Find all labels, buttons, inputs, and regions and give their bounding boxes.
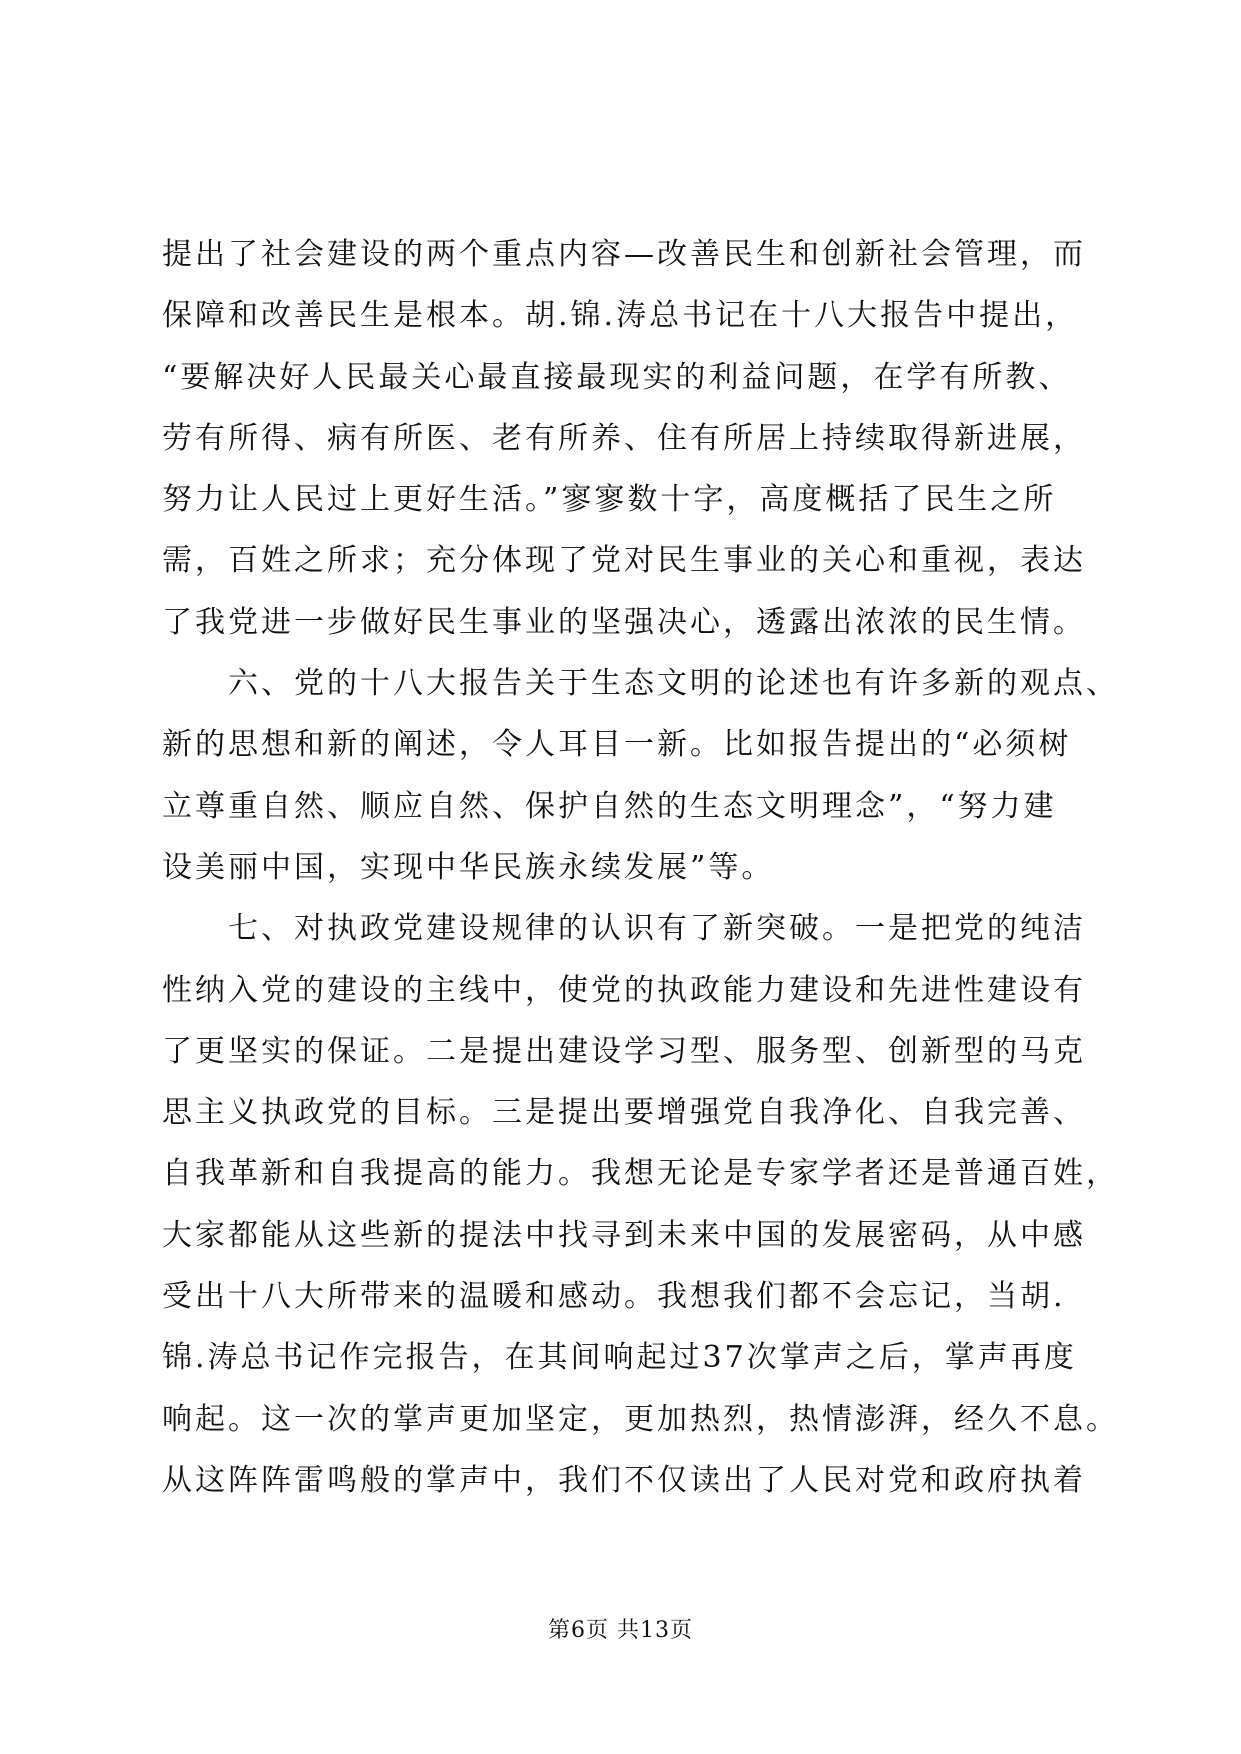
text-line: 思主义执政党的目标。三是提出要增强党自我净化、自我完善、 (162, 1095, 1086, 1131)
text-line: 了我党进一步做好民生事业的坚强决心，透露出浓浓的民生情。 (162, 604, 1086, 640)
text-line: 七、对执政党建设规律的认识有了新突破。一是把党的纯洁 (162, 911, 1086, 947)
text-line: 从这阵阵雷鸣般的掌声中，我们不仅读出了人民对党和政府执着 (162, 1462, 1086, 1498)
text-line: 响起。这一次的掌声更加坚定，更加热烈，热情澎湃，经久不息。 (162, 1401, 1119, 1437)
body-text (162, 224, 1119, 1511)
text-line: 需，百姓之所求；充分体现了党对民生事业的关心和重视，表达 (162, 543, 1086, 579)
text-line: “要解决好人民最关心最直接最现实的利益问题，在学有所教、 (162, 359, 1072, 395)
text-line: 新的思想和新的阐述，令人耳目一新。比如报告提出的“必须树 (162, 727, 1072, 763)
text-line: 保障和改善民生是根本。胡.锦.涛总书记在十八大报告中提出， (162, 298, 1079, 334)
text-line: 受出十八大所带来的温暖和感动。我想我们都不会忘记，当胡. (162, 1279, 1066, 1315)
text-line: 立尊重自然、顺应自然、保护自然的生态文明理念”，“努力建 (162, 788, 1057, 824)
text-line: 六、党的十八大报告关于生态文明的论述也有许多新的观点、 (162, 666, 1119, 702)
text-line: 锦.涛总书记作完报告，在其间响起过37次掌声之后，掌声再度 (162, 1340, 1077, 1376)
text-line: 设美丽中国，实现中华民族永续发展”等。 (162, 849, 775, 885)
text-line: 劳有所得、病有所医、老有所养、住有所居上持续取得新进展， (162, 420, 1086, 456)
page-number-footer: 第6页 共13页 (548, 1618, 693, 1643)
text-line: 提出了社会建设的两个重点内容—改善民生和创新社会管理，而 (162, 237, 1086, 272)
text-line: 了更坚实的保证。二是提出建设学习型、服务型、创新型的马克 (162, 1033, 1086, 1069)
text-line: 性纳入党的建设的主线中，使党的执政能力建设和先进性建设有 (162, 972, 1086, 1008)
text-line: 努力让人民过上更好生活。”寥寥数十字，高度概括了民生之所 (162, 482, 1057, 518)
text-line: 大家都能从这些新的提法中找寻到未来中国的发展密码，从中感 (162, 1217, 1086, 1253)
text-line: 自我革新和自我提高的能力。我想无论是专家学者还是普通百姓， (162, 1156, 1119, 1192)
